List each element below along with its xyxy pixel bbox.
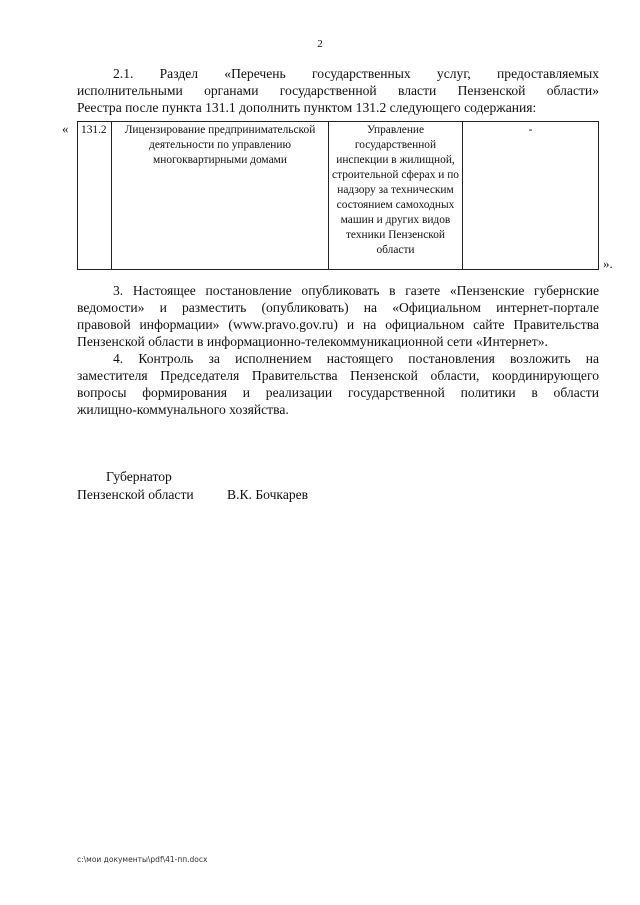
paragraph-line: 3. Настоящее постановление опубликовать в газете «Пензенские губернские bbox=[113, 283, 599, 298]
paragraph-2-1 bbox=[77, 65, 599, 116]
paragraph-line: вопросы формирования и реализации государственной политики в области bbox=[77, 385, 599, 400]
cell-authority: Управление государственной инспекции в жилищной, строительной сферах и по надзору за техническим состоянием самоходных машин и других видов техники Пензенской области bbox=[329, 122, 463, 270]
table-row bbox=[78, 122, 599, 270]
signature-region: Пензенской области bbox=[77, 487, 194, 502]
registry-table bbox=[77, 121, 599, 270]
footer-file-path: c:\мои документы\pdf\41-пп.docx bbox=[77, 855, 208, 864]
paragraph-line: Пензенской области в информационно-телекоммуникационной сети «Интернет». bbox=[77, 334, 548, 349]
paragraph-line: исполнительными органами государственной власти Пензенской области» bbox=[77, 83, 599, 98]
cell-extra: - bbox=[463, 122, 599, 270]
paragraph-line: жилищно-коммунального хозяйства. bbox=[77, 402, 289, 417]
signature-name: В.К. Бочкарев bbox=[227, 487, 309, 502]
opening-quote: « bbox=[62, 121, 69, 136]
cell-service-name: Лицензирование предпринимательской деятельности по управлению многоквартирными домами bbox=[112, 122, 329, 270]
paragraph-4 bbox=[77, 350, 599, 418]
paragraph-line: 2.1. Раздел «Перечень государственных услуг, предоставляемых bbox=[113, 66, 599, 81]
paragraph-line: правовой информации» (www.pravo.gov.ru) и на официальном сайте Правительства bbox=[77, 317, 599, 332]
cell-item-number: 131.2 bbox=[78, 122, 112, 270]
page-number: 2 bbox=[317, 38, 323, 50]
paragraph-line: Реестра после пункта 131.1 дополнить пунктом 131.2 следующего содержания: bbox=[77, 100, 537, 115]
signature-title: Губернатор bbox=[106, 469, 172, 484]
paragraph-line: заместителя Председателя Правительства Пензенской области, координирующего bbox=[77, 368, 599, 383]
closing-quote: ». bbox=[603, 256, 613, 271]
paragraph-3 bbox=[77, 282, 599, 350]
paragraph-line: 4. Контроль за исполнением настоящего постановления возложить на bbox=[113, 351, 599, 366]
paragraph-line: ведомости» и разместить (опубликовать) на «Официальном интернет-портале bbox=[77, 300, 599, 315]
